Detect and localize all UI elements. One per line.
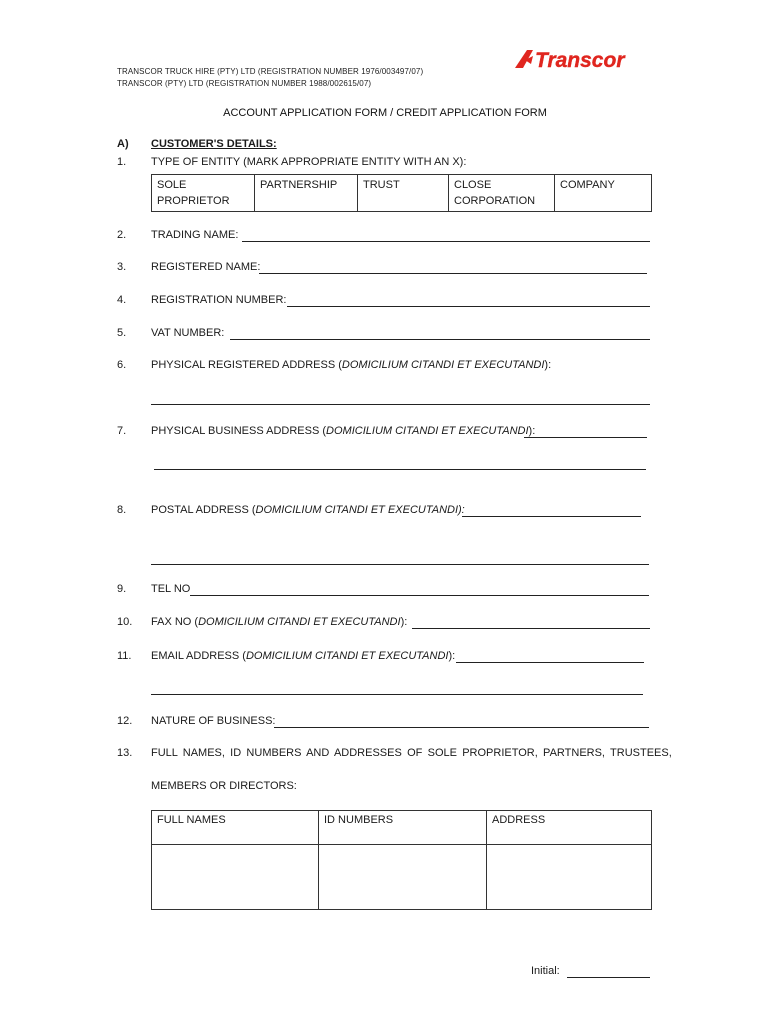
entity-option-sole-proprietor[interactable] (152, 175, 255, 212)
fax-no-label: FAX NO (DOMICILIUM CITANDI ET EXECUTANDI): (151, 616, 408, 628)
nature-of-business-field[interactable] (274, 727, 649, 728)
entity-type-label: TYPE OF ENTITY (MARK APPROPRIATE ENTITY WITH AN X): (151, 156, 467, 168)
entity-option-label: PROPRIETOR (157, 195, 230, 207)
entity-option-label: COMPANY (560, 179, 615, 191)
item-number-9: 9. (117, 583, 127, 595)
form-title: ACCOUNT APPLICATION FORM / CREDIT APPLICATION FORM (223, 107, 547, 119)
vat-number-label: VAT NUMBER: (151, 327, 225, 339)
physical-business-address-label: PHYSICAL BUSINESS ADDRESS (DOMICILIUM CITANDI ET EXECUTANDI): (151, 425, 536, 437)
entity-option-label: PARTNERSHIP (260, 179, 338, 191)
tel-no-field[interactable] (190, 595, 649, 596)
physical-business-address-field-line-1[interactable] (524, 437, 647, 438)
email-address-label: EMAIL ADDRESS (DOMICILIUM CITANDI ET EXECUTANDI): (151, 650, 456, 662)
item-number-5: 5. (117, 327, 127, 339)
initial-label: Initial: (531, 965, 560, 977)
tel-no-label: TEL NO (151, 583, 191, 595)
item-number-7: 7. (117, 425, 127, 437)
company-registration-line-1: TRANSCOR TRUCK HIRE (PTY) LTD (REGISTRATION NUMBER 1976/003497/07) (117, 67, 424, 76)
entity-option-label: TRUST (363, 179, 400, 191)
item-number-13: 13. (117, 747, 133, 759)
email-address-field-line-2[interactable] (151, 694, 643, 695)
initial-field[interactable] (567, 977, 650, 978)
owners-details-label-cont: MEMBERS OR DIRECTORS: (151, 780, 297, 792)
physical-registered-address-label: PHYSICAL REGISTERED ADDRESS (DOMICILIUM CITANDI ET EXECUTANDI): (151, 359, 552, 371)
full-names-cell[interactable] (152, 845, 319, 910)
company-registration-line-2: TRANSCOR (PTY) LTD (REGISTRATION NUMBER 1988/002615/07) (117, 79, 372, 88)
entity-option-label: SOLE (157, 179, 187, 191)
email-address-field-line-1[interactable] (456, 662, 644, 663)
item-number-12: 12. (117, 715, 133, 727)
column-header-full-names: FULL NAMES (152, 811, 319, 845)
trading-name-label: TRADING NAME: (151, 229, 239, 241)
item-number-1: 1. (117, 156, 127, 168)
registration-number-field[interactable] (287, 306, 650, 307)
registered-name-field[interactable] (259, 273, 647, 274)
item-number-2: 2. (117, 229, 127, 241)
trading-name-field[interactable] (242, 241, 650, 242)
owners-details-table (151, 810, 652, 910)
column-header-id-numbers: ID NUMBERS (319, 811, 487, 845)
postal-address-field-line-2[interactable] (151, 564, 649, 565)
fax-no-field[interactable] (412, 628, 650, 629)
physical-business-address-field-line-2[interactable] (154, 469, 646, 470)
item-number-4: 4. (117, 294, 127, 306)
address-cell[interactable] (487, 845, 652, 910)
postal-address-field-line-1[interactable] (462, 516, 641, 517)
entity-option-company[interactable] (555, 175, 652, 212)
entity-option-label: CLOSE (454, 179, 492, 191)
owners-details-label: FULL NAMES, ID NUMBERS AND ADDRESSES OF SOLE PROPRIETOR, PARTNERS, TRUSTEES, (151, 747, 672, 759)
svg-text:Transcor: Transcor (535, 49, 625, 72)
entity-option-trust[interactable] (358, 175, 449, 212)
item-number-3: 3. (117, 261, 127, 273)
transcor-logo (513, 46, 653, 72)
postal-address-label: POSTAL ADDRESS (DOMICILIUM CITANDI ET EXECUTANDI): (151, 504, 465, 516)
vat-number-field[interactable] (230, 339, 650, 340)
nature-of-business-label: NATURE OF BUSINESS: (151, 715, 276, 727)
registered-name-label: REGISTERED NAME: (151, 261, 261, 273)
item-number-8: 8. (117, 504, 127, 516)
section-title: CUSTOMER'S DETAILS: (151, 138, 277, 150)
column-header-address: ADDRESS (487, 811, 652, 845)
physical-registered-address-field[interactable] (151, 404, 650, 405)
entity-option-close-corporation[interactable] (449, 175, 555, 212)
entity-option-partnership[interactable] (255, 175, 358, 212)
item-number-11: 11. (117, 650, 132, 662)
entity-type-table (151, 174, 652, 212)
item-number-6: 6. (117, 359, 127, 371)
transcor-logo-icon (513, 46, 653, 72)
section-letter: A) (117, 138, 129, 150)
item-number-10: 10. (117, 616, 133, 628)
id-numbers-cell[interactable] (319, 845, 487, 910)
registration-number-label: REGISTRATION NUMBER: (151, 294, 287, 306)
entity-option-label: CORPORATION (454, 195, 536, 207)
